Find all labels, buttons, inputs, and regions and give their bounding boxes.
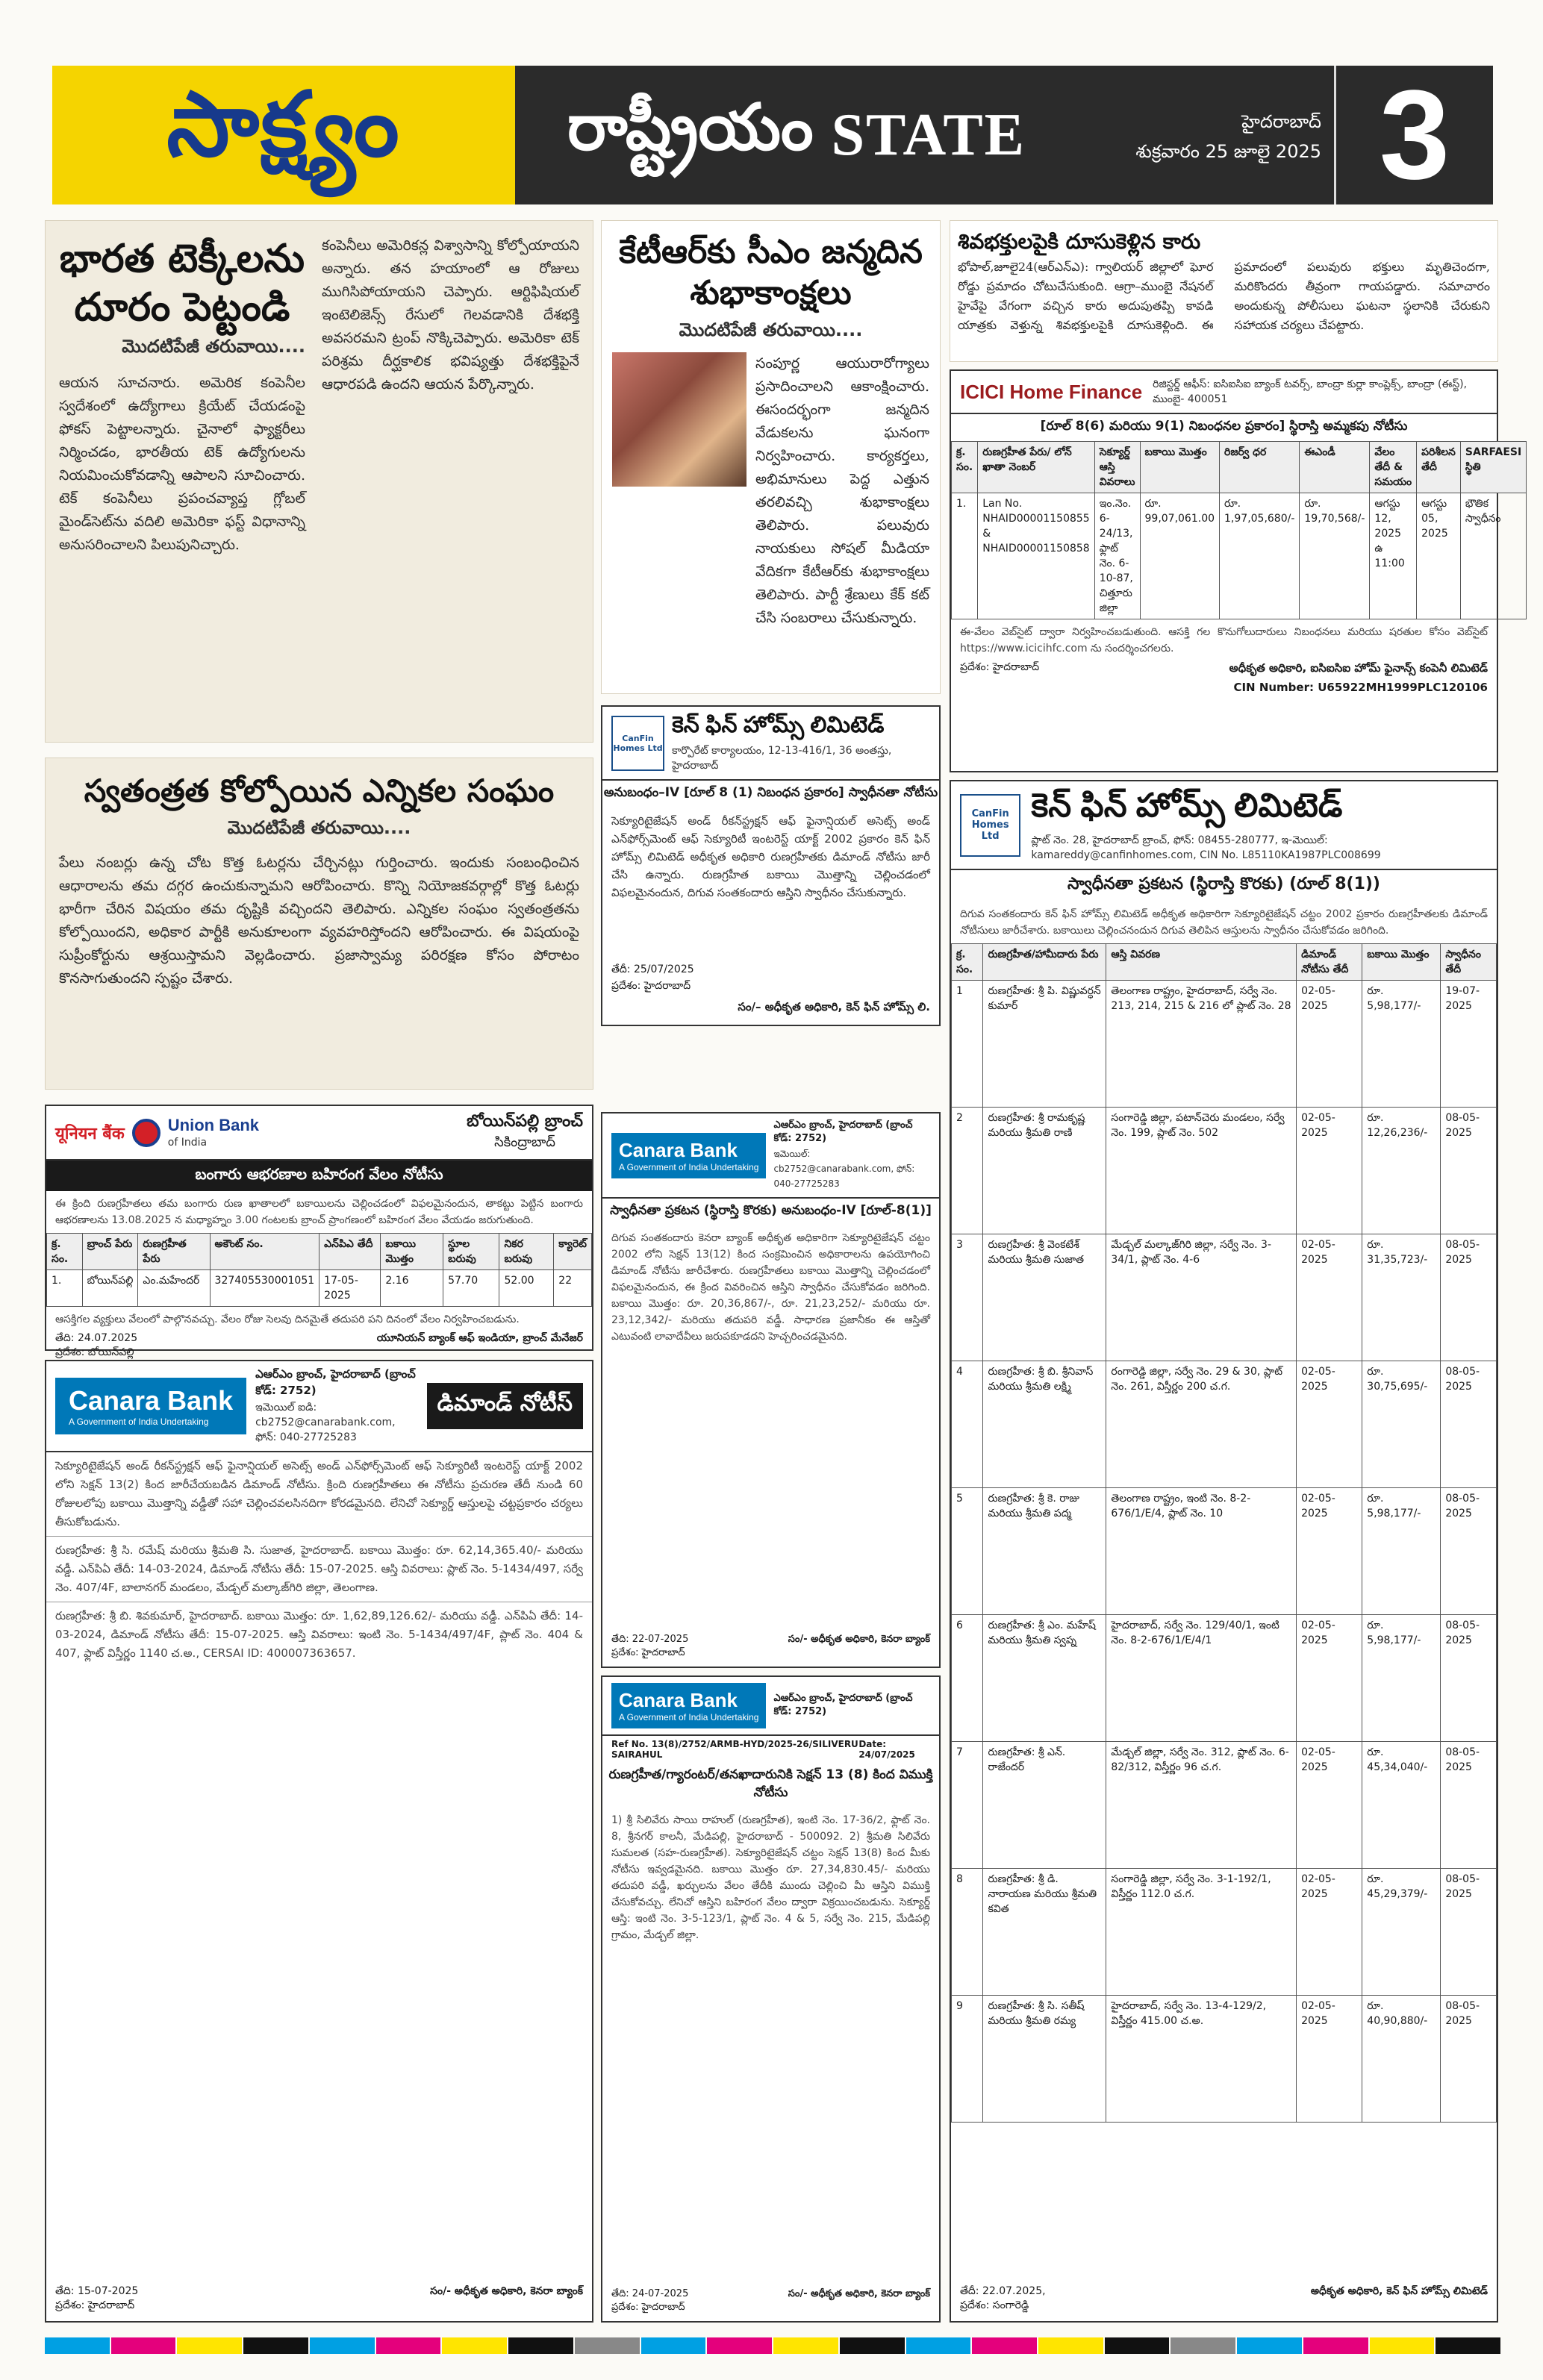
dateline-city: హైదరాబాద్	[1241, 111, 1321, 132]
color-swatch	[1237, 2337, 1302, 2354]
canara-bank-logo	[55, 1378, 246, 1434]
ad-signatory: యూనియన్ బ్యాంక్ ఆఫ్ ఇండియా, బ్రాంచ్ మేనేజర్	[376, 1332, 583, 1344]
table-cell: రుణగ్రహీత: శ్రీ వెంకటేశ్ మరియు శ్రీమతి సుజాత	[983, 1234, 1106, 1361]
ad-place: ప్రదేశం: హైదరాబాద్	[611, 2302, 685, 2313]
color-swatch	[972, 2337, 1037, 2354]
ad-borrower-2: రుణగ్రహీత: శ్రీ బి. శివకుమార్, హైదరాబాద్. బకాయి మొత్తం: రూ. 1,62,89,126.62/- మరియు వడ్డీ. ఎన్‌పిఏ తేదీ: 14-03-2024, డిమాండ్ నోటీసు తేదీ: 15-07-2025. ఆస్తి వివరాలు: ఇంటి నెం. 5-1434/497/4F, ప్లాట్ నెం. 404 & 407, ఫ్లాట్ విస్తీర్ణం 1140 చ.అ., CERSAI ID: 400007363657.	[46, 1602, 592, 1667]
gold-auction-table	[46, 1233, 592, 1307]
masthead	[52, 66, 1493, 204]
color-swatch	[641, 2337, 706, 2354]
ad-place: ప్రదేశం: సంగారెడ్డి	[960, 2299, 1029, 2311]
table-cell: రూ. 5,98,177/-	[1362, 981, 1441, 1108]
ad-reference-date: Date: 24/07/2025	[858, 1739, 915, 1760]
article-headline	[59, 234, 305, 331]
section-name-english: STATE	[831, 101, 1026, 168]
table-cell: రూ. 5,98,177/-	[1362, 1615, 1441, 1742]
table-row	[952, 1361, 1497, 1488]
color-swatch	[45, 2337, 110, 2354]
table-row	[952, 1869, 1497, 1996]
byline: మొదటిపేజీ తరువాయి....	[227, 816, 411, 838]
table-header-cell: ఎన్‌పిఎ తేదీ	[319, 1234, 381, 1270]
table-cell: 52.00	[499, 1270, 554, 1307]
table-cell: హైదరాబాద్, సర్వే నెం. 129/40/1, ఇంటి నెం. 8-2-676/1/E/4/1	[1106, 1615, 1297, 1742]
table-header-cell: స్వాధీనం తేదీ	[1441, 944, 1497, 981]
ad-place: ప్రదేశం: హైదరాబాద్	[611, 1647, 685, 1658]
article-body-continued: కంపెనీలు అమెరికన్ల విశ్వాసాన్ని కోల్పోయాయని అన్నారు. తన హయాంలో ఆ రోజులు ముగిసిపోయాయని చెప్పారు. ఆర్టిఫిషియల్ ఇంటెలిజెన్స్ రేసులో గెలవడానికి దేశభక్తి అవసరమని ట్రంప్ నొక్కిచెప్పారు. అమెరికా టెక్ పరిశ్రమ దీర్ఘకాలిక భవిష్యత్తు దేశభక్తిపైనే ఆధారపడి ఉందని ఆయన పేర్కొన్నారు.	[322, 237, 579, 393]
table-cell: ఇం.నెం. 6-24/13, ఫ్లాట్ నెం. 6-10-87, చిత్తూరు జిల్లా	[1094, 493, 1140, 619]
ad-title: స్వాధీనతా ప్రకటన (స్థిరాస్తి కొరకు) (రూల్ 8(1))	[1067, 875, 1380, 893]
table-header-cell: బకాయి మొత్తం	[1362, 944, 1441, 981]
table-cell: బోయిన్‌పల్లి	[82, 1270, 138, 1307]
table-cell: 08-05-2025	[1441, 1488, 1497, 1615]
table-row	[952, 1996, 1497, 2123]
table-cell: సంగారెడ్డి జిల్లా, పటాన్‌చెరు మండలం, సర్వే నెం. 199, ప్లాట్ నెం. 502	[1106, 1108, 1297, 1234]
article-photo	[612, 352, 746, 487]
table-cell: 2.16	[381, 1270, 443, 1307]
union-bank-logo-icon	[132, 1119, 160, 1147]
table-header-cell: సెక్యూర్డ్ ఆస్తి వివరాలు	[1094, 442, 1140, 493]
color-swatch	[840, 2337, 905, 2354]
ad-header	[951, 371, 1497, 414]
ad-title: డిమాండ్ నోటీస్	[427, 1383, 583, 1429]
table-cell: 6	[952, 1615, 983, 1742]
ad-contact: ఇమెయిల్ ఐడి: cb2752@canarabank.com, ఫోన్: 040-27725283	[255, 1402, 396, 1443]
ad-branch: ఎఆర్ఎం బ్రాంచ్, హైదరాబాద్ (బ్రాంచ్ కోడ్: 2752)	[255, 1367, 416, 1397]
table-header-cell: క్ర. సం.	[952, 944, 983, 981]
ad-header	[602, 707, 939, 781]
ad-signatory: సం/– అధీకృత అధికారి, కెన్ ఫిన్ హోమ్స్ లి.	[738, 1000, 930, 1013]
color-swatch	[707, 2337, 772, 2354]
ad-body: సెక్యూరిటైజేషన్ అండ్ రీకన్‌స్ట్రక్షన్ ఆఫ్ ఫైనాన్షియల్ అసెట్స్ అండ్ ఎన్‌ఫోర్స్‌మెంట్ ఆఫ్ సెక్యూరిటీ ఇంటరెస్ట్ యాక్ట్ 2002 ప్రకారం కెన్ ఫిన్ హోమ్స్ లిమిటెడ్ అధీకృత అధికారి రుణగ్రహీతకు డిమాండ్ నోటీసు జారీ చేసి ఉన్నారు. రుణగ్రహీత బకాయి మొత్తాన్ని చెల్లించడంలో విఫలమైనందున, దిగువ సంతకందారు ఆస్తిని స్వాధీనం చేసుకున్నారు.	[611, 814, 930, 899]
table-cell: 02-05-2025	[1297, 981, 1362, 1108]
table-cell: రూ. 99,07,061.00	[1140, 493, 1220, 619]
headline-line-1: భారత టెక్కీలను	[59, 236, 305, 281]
table-cell: భౌతిక స్వాధీనం	[1460, 493, 1526, 619]
table-cell: 02-05-2025	[1297, 1361, 1362, 1488]
table-cell: 08-05-2025	[1441, 1108, 1497, 1234]
table-cell: ఆగస్టు 05, 2025	[1417, 493, 1461, 619]
table-header-cell: రుణగ్రహీత పేరు	[138, 1234, 210, 1270]
table-cell: రూ. 40,90,880/-	[1362, 1996, 1441, 2123]
headline-line-2: శుభాకాంక్షలు	[690, 274, 852, 312]
table-cell: 2	[952, 1108, 983, 1234]
ad-signatory: సం/- అధీకృత అధికారి, కెనరా బ్యాంక్	[430, 2285, 583, 2297]
ad-branch: కార్పొరేట్ కార్యాలయం, 12-13-416/1, 36 అంతస్తు, హైదరాబాద్	[672, 745, 892, 772]
table-cell: సంగారెడ్డి జిల్లా, సర్వే నెం. 3-1-192/1, విస్తీర్ణం 112.0 చ.గ.	[1106, 1869, 1297, 1996]
ad-place: ప్రదేశం: బోయిన్‌పల్లి	[55, 1346, 134, 1358]
ad-header	[602, 1677, 939, 1736]
canfin-logo: CanFin Homes Ltd	[960, 794, 1020, 857]
table-cell: 02-05-2025	[1297, 1742, 1362, 1869]
table-cell: రుణగ్రహీత: శ్రీ ఎన్. రాజేందర్	[983, 1742, 1106, 1869]
table-cell: హైదరాబాద్, సర్వే నెం. 13-4-129/2, విస్తీర్ణం 415.00 చ.అ.	[1106, 1996, 1297, 2123]
table-header-cell: బ్రాంచ్ పేరు	[82, 1234, 138, 1270]
article-car-accident	[950, 220, 1498, 362]
table-cell: 5	[952, 1488, 983, 1615]
article-body: సంపూర్ణ ఆయురారోగ్యాలు ప్రసాదించాలని ఆకాంక్షించారు. ఈసందర్భంగా జన్మదిన వేడుకలను ఘనంగా నిర్వహించారు. కార్యకర్తలు, అభిమానులు పెద్ద ఎత్తున తరలివచ్చి శుభాకాంక్షలు తెలిపారు. పలువురు నాయకులు సోషల్ మీడియా వేదికగా కేటీఆర్‌కు శుభాకాంక్షలు తెలిపారు. పార్టీ శ్రేణులు కేక్ కట్ చేసి సంబరాలు చేసుకున్నారు.	[755, 355, 929, 626]
section-header	[515, 66, 1493, 204]
table-header-cell: ఆస్తి వివరణ	[1106, 944, 1297, 981]
color-swatch	[1436, 2337, 1500, 2354]
ad-branch: ఎఆర్ఎం బ్రాంచ్, హైదరాబాద్ (బ్రాంచ్ కోడ్: 2752)	[773, 1119, 913, 1144]
table-header-cell: రుణగ్రహీత/హామీదారు పేరు	[983, 944, 1106, 981]
article-body: భోపాల్,జూలై24(ఆర్ఎన్ఎ): గ్వాలియర్ జిల్లాలో ఘోర రోడ్డు ప్రమాదం చోటుచేసుకుంది. ఆగ్రా–ముంబై నేషనల్ హైవేపై వేగంగా వచ్చిన కారు అదుపుతప్పి కావడి యాత్రకు వెళ్తున్న శివభక్తులపైకి దూసుకెళ్లింది. ఈ ప్రమాదంలో పలువురు భక్తులు మృతిచెందగా, మరికొందరు తీవ్రంగా గాయపడ్డారు. సమాచారం అందుకున్న పోలీసులు ఘటనా స్థలానికి చేరుకుని సహాయక చర్యలు చేపట్టారు.	[958, 260, 1490, 332]
auction-table	[951, 441, 1527, 619]
canfin-logo: CanFin Homes Ltd	[611, 716, 664, 771]
article-headline: శివభక్తులపైకి దూసుకెళ్లిన కారు	[958, 229, 1201, 254]
ad-canara-demand-notice	[45, 1360, 593, 2323]
union-logo-hindi: यूनियन बैंक	[55, 1124, 125, 1143]
ad-body: ఈ క్రింది రుణగ్రహీతలు తమ బంగారు రుణ ఖాతాలలో బకాయిలను చెల్లించడంలో విఫలమైనందున, తాకట్టు పెట్టిన బంగారు ఆభరణాలను 13.08.2025 న మధ్యాహ్నం 3.00 గంటలకు బ్రాంచ్ ప్రాంగణంలో బహిరంగ వేలం వేయడం జరుగుతుంది.	[55, 1198, 583, 1226]
color-swatch	[1038, 2337, 1103, 2354]
ad-header	[602, 1114, 939, 1199]
canara-logo-text: Canara Bank	[619, 1138, 738, 1161]
ad-date: తేదీ: 22.07.2025,	[960, 2285, 1046, 2297]
table-cell: 17-05-2025	[319, 1270, 381, 1307]
article-body: పేలు నంబర్లు ఉన్న చోట కొత్త ఓటర్లను చేర్చినట్లు గుర్తించారు. ఇందుకు సంబంధించిన ఆధారాలను తమ దగ్గర ఉంచుకున్నామని ఆరోపించారు. కొన్ని నియోజకవర్గాల్లో కొత్త ఓటర్లు భారీగా చేరిన విషయం తమ దృష్టికి వచ్చిందని తెలిపారు. ఎన్నికల సంఘం స్వతంత్రతను కోల్పోయిందని, అధికార పార్టీకి అనుకూలంగా వ్యవహరిస్తోందని ఆరోపించారు. ఈ విషయంపై సుప్రీంకోర్టును ఆశ్రయిస్తామని వెల్లడించారు. ప్రజాస్వామ్య పరిరక్షణ కోసం పోరాటం కొనసాగుతుందని స్పష్టం చేశారు.	[59, 854, 579, 987]
table-cell: తెలంగాణ రాష్ట్రం, హైదరాబాద్, సర్వే నెం. 213, 214, 215 & 216 లో ప్లాట్ నెం. 28	[1106, 981, 1297, 1108]
ad-date: తేది: 24.07.2025	[55, 1332, 138, 1344]
ad-signatory: సం/- అధీకృత అధికారి, కెనరా బ్యాంక్	[788, 2288, 930, 2299]
table-cell: 9	[952, 1996, 983, 2123]
ad-title: స్వాధీనతా ప్రకటన (స్థిరాస్తి కొరకు) అనుబంధం-IV [రూల్-8(1)]	[610, 1203, 932, 1218]
table-header-cell: రుణగ్రహీత పేరు/ లోన్ ఖాతా నెంబర్	[978, 442, 1094, 493]
headline-line-2: దూరం పెట్టండి	[74, 284, 290, 330]
table-cell: 7	[952, 1742, 983, 1869]
table-cell: 02-05-2025	[1297, 1234, 1362, 1361]
color-swatch	[111, 2337, 176, 2354]
color-swatch	[773, 2337, 838, 2354]
logo-text: సాక్ష్యం	[166, 72, 401, 177]
table-cell: 1	[952, 981, 983, 1108]
article-ktr	[601, 220, 941, 694]
ad-cin: CIN Number: U65922MH1999PLC120106	[1233, 681, 1488, 694]
ad-intro: దిగువ సంతకందారు కెన్ ఫిన్ హోమ్స్ లిమిటెడ్ అధీకృత అధికారిగా సెక్యూరిటైజేషన్ చట్టం 2002 ప్రకారం రుణగ్రహీతలకు డిమాండ్ నోటీసులు జారీచేశారు. బకాయిలు చెల్లించనందున దిగువ తెలిపిన ఆస్తులను స్వాధీనం చేసుకోవడం జరిగింది.	[960, 908, 1488, 937]
ad-borrower-1: రుణగ్రహీత: శ్రీ సి. రమేష్ మరియు శ్రీమతి సి. సుజాత, హైదరాబాద్. బకాయి మొత్తం: రూ. 62,14,365.40/- మరియు వడ్డీ. ఎన్‌పిఏ తేదీ: 14-03-2024, డిమాండ్ నోటీసు తేదీ: 15-07-2025. ఆస్తి వివరాలు: ప్లాట్ నెం. 5-1434/497, సర్వే నెం. 407/4F, బాలానగర్ మండలం, మేడ్చల్ మల్కాజ్‌గిరి జిల్లా, తెలంగాణ.	[46, 1536, 592, 1602]
color-swatch	[906, 2337, 971, 2354]
color-swatch	[177, 2337, 242, 2354]
newspaper-logo	[52, 66, 515, 204]
table-cell: ఎం.మహేందర్	[138, 1270, 210, 1307]
table-cell: రూ. 45,29,379/-	[1362, 1869, 1441, 1996]
table-row	[952, 1234, 1497, 1361]
table-row	[952, 981, 1497, 1108]
dateline-date: శుక్రవారం 25 జూలై 2025	[1135, 141, 1321, 162]
table-cell: మేడ్చల్ మల్కాజ్‌గిరి జిల్లా, సర్వే నెం. 3-34/1, ప్లాట్ నెం. 4-6	[1106, 1234, 1297, 1361]
table-cell: 8	[952, 1869, 983, 1996]
table-cell: 08-05-2025	[1441, 1996, 1497, 2123]
canara-bank-logo	[611, 1683, 766, 1728]
color-swatch	[1370, 2337, 1435, 2354]
table-row	[952, 1615, 1497, 1742]
ad-body: దిగువ సంతకందారు కెనరా బ్యాంక్ అధీకృత అధికారిగా సెక్యూరిటైజేషన్ చట్టం 2002 లోని సెక్షన్ 13(12) కింద సంక్రమించిన అధికారాలను ఉపయోగించి డిమాండ్ నోటీసు జారీచేశారు. రుణగ్రహీతలు బకాయి మొత్తాన్ని చెల్లించడంలో విఫలమైనందున, ఈ క్రింద వివరించిన ఆస్తిని స్వాధీనం చేసుకోవడం జరిగింది. బకాయి మొత్తం: రూ. 20,36,867/-, రూ. 21,23,252/- మరియు రూ. 23,12,342/- మరియు తదుపరి వడ్డీ. సాధారణ ప్రజానీకం ఈ ఆస్తితో ఎటువంటి లావాదేవీలు జరుపకూడదని హెచ్చరించడమైనది.	[611, 1232, 930, 1343]
ad-reference: Ref No. 13(8)/2752/ARMB-HYD/2025-26/SILIVERU SAIRAHUL	[611, 1739, 858, 1760]
color-swatch	[310, 2337, 375, 2354]
table-header-cell: పరిశీలన తేదీ	[1417, 442, 1461, 493]
table-cell: రుణగ్రహీత: శ్రీ రామకృష్ణ మరియు శ్రీమతి రాణి	[983, 1108, 1106, 1234]
ad-note: ఆసక్తిగల వ్యక్తులు వేలంలో పాల్గొనవచ్చు. వేలం రోజు సెలవు దినమైతే తదుపరి పని దినంలో వేలం నిర్వహించబడును.	[55, 1314, 520, 1325]
canara-logo-text: Canara Bank	[69, 1385, 234, 1416]
color-swatch	[243, 2337, 308, 2354]
ad-contact: ఇమెయిల్: cb2752@canarabank.com, ఫోన్: 040-27725283	[773, 1149, 915, 1189]
ad-place: ప్రదేశం: హైదరాబాద్	[55, 2299, 135, 2311]
ad-city: సికింద్రాబాద్	[494, 1134, 555, 1150]
table-cell: రుణగ్రహీత: శ్రీ కె. రాజు మరియు శ్రీమతి పద్మ	[983, 1488, 1106, 1615]
table-header-cell: వేలం తేదీ & సమయం	[1370, 442, 1417, 493]
color-swatch	[442, 2337, 507, 2354]
ad-address: ప్లాట్ నెం. 28, హైదరాబాద్ బ్రాంచ్, ఫోన్: 08455-280777, ఇ-మెయిల్: kamareddy@canfinhomes.com, CIN No. L85110KA1987PLC008699	[1031, 834, 1381, 861]
color-swatch	[1171, 2337, 1235, 2354]
table-cell: 4	[952, 1361, 983, 1488]
icici-logo: ICICI Home Finance	[960, 380, 1143, 403]
table-cell: 57.70	[443, 1270, 499, 1307]
dateline	[1135, 107, 1321, 166]
canara-logo-text: Canara Bank	[619, 1689, 738, 1711]
byline: మొదటిపేజీ తరువాయి....	[679, 319, 863, 340]
canara-bank-logo	[611, 1133, 766, 1178]
page-number: 3	[1379, 64, 1450, 206]
article-headline	[612, 231, 929, 313]
ad-branch: బోయిన్‌పల్లి బ్రాంచ్	[467, 1112, 583, 1131]
table-cell: 1.	[47, 1270, 83, 1307]
table-header-cell: స్థూల బరువు	[443, 1234, 499, 1270]
ad-date: తేది: 22-07-2025	[611, 1634, 689, 1645]
table-header-cell: నికర బరువు	[499, 1234, 554, 1270]
ad-date: తేది: 15-07-2025	[55, 2285, 139, 2297]
article-tech	[45, 220, 593, 743]
color-swatch	[508, 2337, 573, 2354]
ad-date: తేది: 24-07-2025	[611, 2288, 689, 2299]
table-cell: రూ. 31,35,723/-	[1362, 1234, 1441, 1361]
table-cell: 08-05-2025	[1441, 1361, 1497, 1488]
table-cell: రుణగ్రహీత: శ్రీ పి. విష్ణువర్ధన్ కుమార్	[983, 981, 1106, 1108]
ad-union-bank-gold-auction	[45, 1105, 593, 1358]
ad-signatory: అధీకృత అధికారి, ఐసిఐసిఐ హోమ్ ఫైనాన్స్ కంపెనీ లిమిటెడ్	[1229, 661, 1488, 675]
table-header-cell: క్ర. సం.	[952, 442, 978, 493]
ad-address: రిజిస్టర్డ్ ఆఫీస్: ఐసిఐసిఐ బ్యాంక్ టవర్స్, బాంద్రా కుర్లా కాంప్లెక్స్, బాంద్రా (ఈస్ట్), ముంబై- 400051	[1153, 378, 1468, 405]
table-cell: 02-05-2025	[1297, 1615, 1362, 1742]
ad-canara-redemption-notice	[601, 1675, 941, 2323]
ad-canfin-possession-notice	[601, 705, 941, 1026]
table-cell: 327405530001051	[210, 1270, 319, 1307]
ad-body: సెక్యూరిటైజేషన్ అండ్ రీకన్‌స్ట్రక్షన్ ఆఫ్ ఫైనాన్షియల్ అసెట్స్ అండ్ ఎన్‌ఫోర్స్‌మెంట్ ఆఫ్ సెక్యూరిటీ ఇంటరెస్ట్ యాక్ట్ 2002 లోని సెక్షన్ 13(2) కింద జారీచేయబడిన డిమాండ్ నోటీసు. క్రింది రుణగ్రహీతలు ఈ నోటీసు ప్రచురణ తేదీ నుండి 60 రోజులలోపు బకాయి మొత్తాన్ని వడ్డీతో సహా చెల్లించవలసినదిగా కోరడమైనది. లేనిచో సెక్యూర్డ్ ఆస్తులపై చట్టప్రకారం చర్యలు తీసుకోబడును.	[55, 1459, 583, 1528]
table-header-cell: క్యారెట్	[554, 1234, 592, 1270]
table-cell: ఆగస్టు 12, 2025 ఉ 11:00	[1370, 493, 1417, 619]
table-cell: 3	[952, 1234, 983, 1361]
table-cell: రంగారెడ్డి జిల్లా, సర్వే నెం. 29 & 30, ప్లాట్ నెం. 261, విస్తీర్ణం 200 చ.గ.	[1106, 1361, 1297, 1488]
ad-header	[46, 1361, 592, 1452]
possession-table	[951, 943, 1497, 2123]
table-cell: రూ. 30,75,695/-	[1362, 1361, 1441, 1488]
ad-canfin-possession-list	[950, 780, 1498, 2323]
table-cell: 02-05-2025	[1297, 1869, 1362, 1996]
table-cell: రూ. 5,98,177/-	[1362, 1488, 1441, 1615]
color-swatch	[575, 2337, 640, 2354]
ad-date: తేదీ: 25/07/2025	[611, 963, 694, 975]
table-cell: రూ. 12,26,236/-	[1362, 1108, 1441, 1234]
ad-note: ఈ-వేలం వెబ్‌సైట్ ద్వారా నిర్వహించబడుతుంది. ఆసక్తి గల కొనుగోలుదారులు నిబంధనలు మరియు షరతుల కోసం వెబ్‌సైట్ https://www.icicihfc.com ను సందర్శించగలరు.	[960, 626, 1488, 655]
table-row	[952, 1108, 1497, 1234]
color-swatch	[1303, 2337, 1368, 2354]
ad-header	[46, 1106, 592, 1161]
table-cell: 08-05-2025	[1441, 1234, 1497, 1361]
table-cell: రుణగ్రహీత: శ్రీ డి. నారాయణ మరియు శ్రీమతి కవిత	[983, 1869, 1106, 1996]
ad-branch: ఎఆర్ఎం బ్రాంచ్, హైదరాబాద్ (బ్రాంచ్ కోడ్: 2752)	[773, 1692, 913, 1717]
table-header-cell: అకౌంట్ నం.	[210, 1234, 319, 1270]
table-header-cell: బకాయి మొత్తం	[381, 1234, 443, 1270]
ad-signatory: సం/- అధీకృత అధికారి, కెనరా బ్యాంక్	[788, 1634, 930, 1645]
canara-logo-sub: A Government of India Undertaking	[69, 1417, 209, 1427]
table-cell: 02-05-2025	[1297, 1996, 1362, 2123]
ad-company: కెన్ ఫిన్ హోమ్స్ లిమిటెడ్	[672, 713, 885, 737]
ad-title: బంగారు ఆభరణాల బహిరంగ వేలం నోటీసు	[46, 1161, 592, 1191]
ad-title: రుణగ్రహీత/గ్యారంటర్/తనఖాదారునికి సెక్షన్ 13 (8) కింద విముక్తి నోటీసు	[608, 1767, 933, 1800]
ad-icici-auction-notice	[950, 369, 1522, 772]
ad-body: 1) శ్రీ సిలివేరు సాయి రాహుల్ (రుణగ్రహీత), ఇంటి నెం. 17-36/2, ఫ్లాట్ నెం. 8, శ్రీనగర్ కాలనీ, మేడిపల్లి, హైదరాబాద్ - 500092. 2) శ్రీమతి సిలివేరు సుమలత (సహ-రుణగ్రహీత). సెక్యూరిటైజేషన్ చట్టం సెక్షన్ 13(8) కింద మీకు నోటీసు ఇవ్వడమైనది. బకాయి మొత్తం రూ. 27,34,830.45/- మరియు తదుపరి వడ్డీ, ఖర్చులను వేలం తేదీకి ముందు చెల్లించి మీ ఆస్తిని విముక్తి చేసుకోవచ్చు. లేనిచో ఆస్తిని బహిరంగ వేలం ద్వారా విక్రయించబడును. సెక్యూర్డ్ ఆస్తి: ఇంటి నెం. 3-5-123/1, ప్లాట్ నెం. 4 & 5, సర్వే నెం. 215, మేడిపల్లి గ్రామం, మేడ్చల్ జిల్లా.	[611, 1814, 930, 1941]
table-cell: 19-07-2025	[1441, 981, 1497, 1108]
ad-canara-possession-notice	[601, 1112, 941, 1668]
page-number-box	[1334, 66, 1493, 204]
table-cell: 08-05-2025	[1441, 1615, 1497, 1742]
ad-place: ప్రదేశం: హైదరాబాద్	[611, 980, 691, 992]
table-cell: 02-05-2025	[1297, 1488, 1362, 1615]
table-cell: రూ. 45,34,040/-	[1362, 1742, 1441, 1869]
color-swatch	[376, 2337, 441, 2354]
table-header-cell: డిమాండ్ నోటీసు తేదీ	[1297, 944, 1362, 981]
table-cell: రుణగ్రహీత: శ్రీ సి. సతీష్ మరియు శ్రీమతి రమ్య	[983, 1996, 1106, 2123]
ad-company: Union Bank	[167, 1115, 259, 1134]
table-cell: 02-05-2025	[1297, 1108, 1362, 1234]
ad-title: అనుబంధం–IV [రూల్ 8 (1) నిబంధన ప్రకారం] స్వాధీనతా నోటీసు	[603, 785, 938, 800]
article-headline: స్వతంత్రత కోల్పోయిన ఎన్నికల సంఘం	[84, 772, 555, 809]
ad-place: ప్రదేశం: హైదరాబాద్	[960, 661, 1040, 673]
table-row	[952, 493, 1527, 619]
canara-logo-sub: A Government of India Undertaking	[619, 1712, 759, 1722]
table-cell: తెలంగాణ రాష్ట్రం, ఇంటి నెం. 8-2-676/1/E/4, ప్లాట్ నెం. 10	[1106, 1488, 1297, 1615]
table-header-cell: SARFAESI స్థితి	[1460, 442, 1526, 493]
table-cell: 08-05-2025	[1441, 1869, 1497, 1996]
ad-title: [రూల్ 8(6) మరియు 9(1) నిబంధనల ప్రకారం] స్థిరాస్తి అమ్మకపు నోటీసు	[1040, 419, 1408, 434]
ad-signatory: అధీకృత అధికారి, కెన్ ఫిన్ హోమ్స్ లిమిటెడ్	[1310, 2285, 1488, 2297]
ad-header	[951, 781, 1497, 870]
article-election	[45, 758, 593, 1090]
ad-company-sub: of India	[167, 1136, 208, 1149]
table-cell: 08-05-2025	[1441, 1742, 1497, 1869]
ad-company: కెన్ ఫిన్ హోమ్స్ లిమిటెడ్	[1031, 787, 1343, 824]
table-row	[952, 1488, 1497, 1615]
table-cell: రుణగ్రహీత: శ్రీ ఎం. మహేష్ మరియు శ్రీమతి స్వప్న	[983, 1615, 1106, 1742]
table-header-cell: బకాయి మొత్తం	[1140, 442, 1220, 493]
canara-logo-sub: A Government of India Undertaking	[619, 1161, 759, 1172]
section-name: రాష్ట్రీయం	[567, 90, 814, 165]
color-swatch	[1105, 2337, 1170, 2354]
byline: మొదటిపేజీ తరువాయి....	[122, 336, 305, 357]
table-header-cell: క్ర. సం.	[47, 1234, 83, 1270]
article-body: ఆయన సూచనారు. అమెరిక కంపెనీల స్వదేశంలో ఉద్యోగాలు క్రియేట్ చేయడంపై ఫోకస్ పెట్టాలన్నారు. చైనాలో ఫ్యాక్టరీలు నిర్మించడం, భారతీయ టెక్ ఉద్యోగులను నియమించుకోవడాన్ని ఆపాలని సూచించారు. టెక్ కంపెనీలు ప్రపంచవ్యాప్త గ్లోబల్ మైండ్‌సెట్‌ను వదిలి అమెరికా ఫస్ట్ విధానాన్ని అనుసరించాలని పిలుపునిచ్చారు.	[59, 375, 305, 553]
table-row	[952, 1742, 1497, 1869]
headline-line-1: కేటీఆర్‌కు సీఎం జన్మదిన	[619, 233, 923, 271]
table-cell: Lan No. NHAID00001150855 & NHAID00001150858	[978, 493, 1094, 619]
table-cell: 22	[554, 1270, 592, 1307]
table-header-cell: రిజర్వ్ ధర	[1220, 442, 1300, 493]
table-header-cell: ఈఎండీ	[1300, 442, 1370, 493]
table-cell: రూ. 19,70,568/-	[1300, 493, 1370, 619]
print-color-bar	[45, 2337, 1500, 2354]
table-row	[47, 1270, 592, 1307]
table-cell: రుణగ్రహీత: శ్రీ బి. శ్రీనివాస్ మరియు శ్రీమతి లక్ష్మి	[983, 1361, 1106, 1488]
table-cell: మేడ్చల్ జిల్లా, సర్వే నెం. 312, ప్లాట్ నెం. 6-82/312, విస్తీర్ణం 96 చ.గ.	[1106, 1742, 1297, 1869]
table-cell: 1.	[952, 493, 978, 619]
table-cell: రూ. 1,97,05,680/-	[1220, 493, 1300, 619]
